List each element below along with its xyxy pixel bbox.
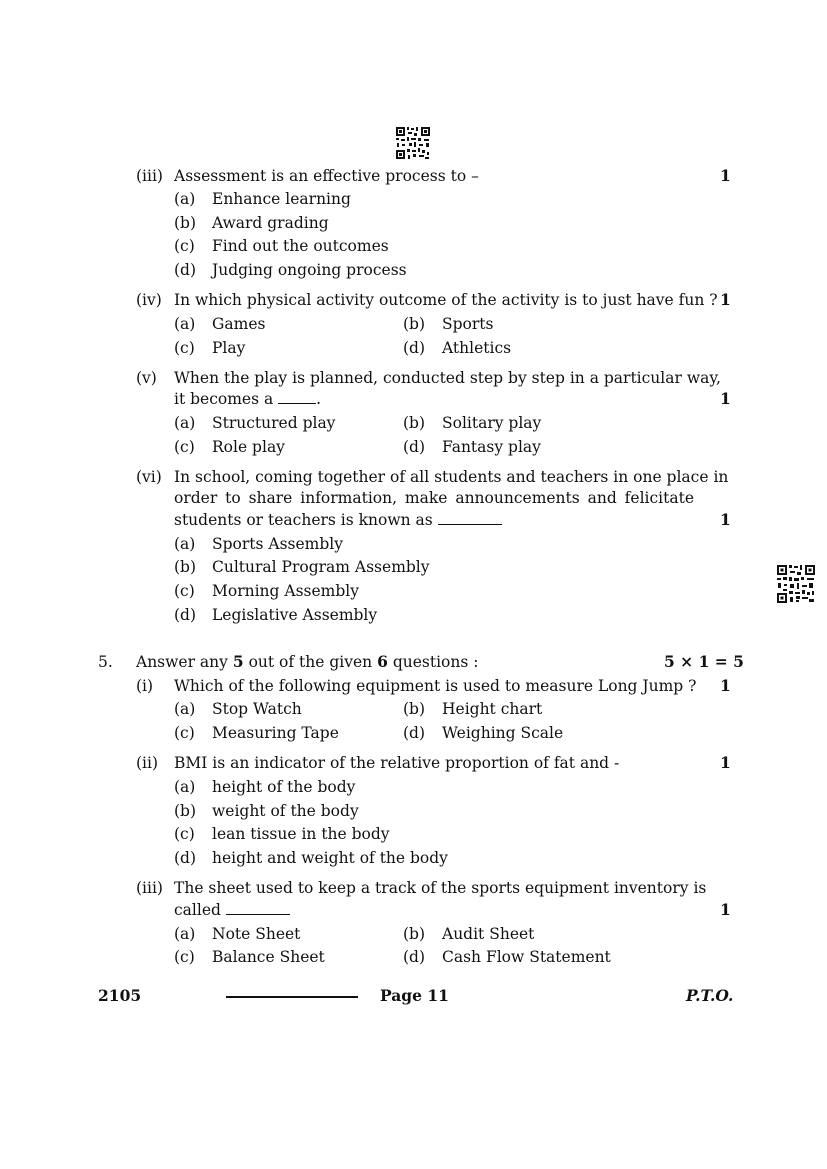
option-text: Legislative Assembly — [212, 606, 378, 624]
option-letter: (c) — [174, 582, 195, 600]
marks: 1 — [720, 676, 731, 695]
marks: 1 — [720, 389, 731, 408]
option-letter: (c) — [174, 825, 195, 843]
option-letter: (d) — [403, 339, 426, 357]
option-text: Enhance learning — [212, 190, 351, 208]
option-letter: (c) — [174, 438, 195, 456]
option-text: Judging ongoing process — [212, 261, 407, 279]
option-text: Award grading — [212, 214, 329, 232]
option-text: Audit Sheet — [442, 925, 535, 943]
marks: 1 — [720, 290, 731, 309]
option-text: Cash Flow Statement — [442, 948, 611, 966]
option-text: Fantasy play — [442, 438, 541, 456]
option-letter: (d) — [403, 438, 426, 456]
option-letter: (d) — [403, 948, 426, 966]
question-number: (ii) — [136, 754, 159, 772]
option-letter: (a) — [174, 414, 196, 432]
footer-rule — [226, 996, 358, 998]
answer-blank — [278, 389, 316, 404]
answer-blank — [226, 900, 290, 915]
option-letter: (a) — [174, 190, 196, 208]
question-text-line-2: order to share information, make announcements and felicitate — [174, 489, 694, 507]
option-letter: (b) — [403, 414, 426, 432]
option-text: Play — [212, 339, 246, 357]
question-text: it becomes a — [174, 390, 274, 408]
option-text: height and weight of the body — [212, 849, 448, 867]
option-text: Find out the outcomes — [212, 237, 389, 255]
option-text: Balance Sheet — [212, 948, 325, 966]
option-letter: (a) — [174, 315, 196, 333]
option-letter: (d) — [174, 261, 197, 279]
side-qr-code-icon — [776, 564, 816, 604]
option-text: Solitary play — [442, 414, 542, 432]
question-number: (iii) — [136, 167, 163, 185]
question-text-line-2 — [174, 389, 321, 409]
question-text: called — [174, 901, 221, 919]
option-text: Weighing Scale — [442, 724, 564, 742]
question-text: BMI is an indicator of the relative proportion of fat and - — [174, 754, 620, 772]
answer-blank — [438, 510, 502, 525]
question-number: (i) — [136, 677, 154, 695]
pto-label: P.T.O. — [686, 986, 734, 1005]
option-text: Games — [212, 315, 266, 333]
option-letter: (c) — [174, 948, 195, 966]
question-text-line-1: When the play is planned, conducted step by step in a particular way, — [174, 369, 721, 387]
marks: 1 — [720, 510, 731, 529]
option-text: Height chart — [442, 700, 543, 718]
option-letter: (a) — [174, 700, 196, 718]
option-text: Note Sheet — [212, 925, 301, 943]
instruction-number: 5 — [232, 652, 244, 671]
option-text: Sports — [442, 315, 494, 333]
paper-code: 2105 — [98, 986, 142, 1005]
instruction-text: Answer any — [136, 653, 228, 671]
question-text: Assessment is an effective process to – — [174, 167, 479, 185]
option-letter: (a) — [174, 535, 196, 553]
question-instruction — [136, 652, 478, 672]
instruction-text: questions : — [392, 653, 479, 671]
option-text: Athletics — [442, 339, 512, 357]
option-letter: (b) — [174, 802, 197, 820]
option-letter: (b) — [174, 558, 197, 576]
question-number: (vi) — [136, 468, 162, 486]
option-text: Cultural Program Assembly — [212, 558, 430, 576]
option-text: Role play — [212, 438, 285, 456]
option-text: Morning Assembly — [212, 582, 359, 600]
marks: 1 — [720, 753, 731, 772]
option-letter: (d) — [174, 849, 197, 867]
option-letter: (d) — [174, 606, 197, 624]
option-letter: (c) — [174, 237, 195, 255]
option-text: weight of the body — [212, 802, 359, 820]
option-letter: (a) — [174, 778, 196, 796]
question-number: (v) — [136, 369, 157, 387]
question-number: (iv) — [136, 291, 162, 309]
option-text: Measuring Tape — [212, 724, 339, 742]
total-marks: 5 × 1 = 5 — [664, 652, 744, 671]
option-text: Sports Assembly — [212, 535, 344, 553]
question-text-line-1: In school, coming together of all students and teachers in one place in — [174, 468, 729, 486]
option-text: Stop Watch — [212, 700, 302, 718]
page-number: Page 11 — [380, 986, 449, 1005]
question-number: 5. — [98, 653, 113, 671]
question-text: In which physical activity outcome of the activity is to just have fun ? — [174, 291, 718, 309]
option-letter: (d) — [403, 724, 426, 742]
option-text: height of the body — [212, 778, 356, 796]
option-letter: (b) — [403, 925, 426, 943]
question-text-line-2 — [174, 900, 290, 920]
option-text: Structured play — [212, 414, 336, 432]
top-qr-code-icon — [395, 126, 431, 160]
option-text: lean tissue in the body — [212, 825, 390, 843]
instruction-number: 6 — [377, 652, 388, 671]
question-number: (iii) — [136, 879, 163, 897]
question-text-line-1: The sheet used to keep a track of the sports equipment inventory is — [174, 879, 707, 897]
option-letter: (c) — [174, 724, 195, 742]
marks: 1 — [720, 900, 731, 919]
marks: 1 — [720, 166, 731, 185]
option-letter: (a) — [174, 925, 196, 943]
question-text-end: . — [316, 390, 322, 408]
instruction-text: out of the given — [248, 653, 373, 671]
option-letter: (b) — [403, 315, 426, 333]
question-text: Which of the following equipment is used to measure Long Jump ? — [174, 677, 697, 695]
option-letter: (c) — [174, 339, 195, 357]
option-letter: (b) — [174, 214, 197, 232]
question-text-line-3 — [174, 510, 502, 530]
question-text: students or teachers is known as — [174, 511, 433, 529]
option-letter: (b) — [403, 700, 426, 718]
